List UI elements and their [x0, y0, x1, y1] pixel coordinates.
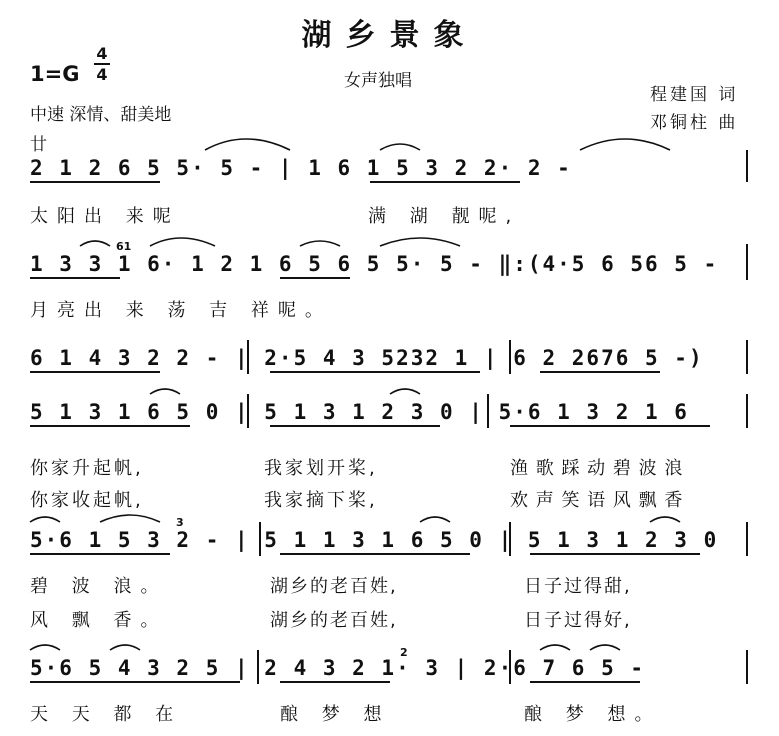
- slur: [300, 241, 340, 246]
- grace-note-2: 2: [400, 646, 408, 659]
- slur: [150, 238, 215, 246]
- slur: [380, 144, 420, 150]
- slur: [30, 517, 60, 522]
- lyric-row-8b: 酿 梦 想: [280, 704, 391, 725]
- slur: [30, 645, 60, 650]
- slur: [390, 389, 420, 394]
- lyricist-credit: 程建国 词: [650, 85, 739, 105]
- notation-row-6: 5·6 1 5 3 2 - | 5 1 1 3 1 6 5 0 | 5 1 3 1 2 3 0: [30, 528, 719, 552]
- lyric-row-1b: 满 湖 靓呢,: [368, 206, 521, 227]
- voice-label: 女声独唱: [344, 71, 412, 91]
- key-label: 1=G: [30, 62, 80, 86]
- lyric-row-8a: 天 天 都 在: [30, 704, 183, 725]
- notation-row-4: 5 1 3 1 6 5 0 | 5 1 3 1 2 3 0 | 5·6 1 3 2 1 6: [30, 400, 689, 424]
- slur: [150, 389, 180, 394]
- grace-note-61: 61: [116, 240, 132, 253]
- lyric-row-5b: 我家摘下桨,: [264, 490, 378, 511]
- slur: [205, 139, 290, 150]
- notation-row-2: 1 3 3 1 6· 1 2 1 6 5 6 5 5· 5 - ‖:(4·5 6 56 5 -: [30, 252, 719, 276]
- grace-note-3: 3: [176, 516, 184, 529]
- lyric-row-1a: 太阳出 来呢: [30, 206, 180, 227]
- lyric-row-7b: 湖乡的老百姓,: [270, 610, 398, 631]
- slur: [110, 645, 140, 650]
- lyric-row-7a: 风 飘 香。: [30, 610, 168, 631]
- time-denominator: 4: [96, 65, 108, 84]
- slur: [580, 139, 670, 150]
- time-signature: [94, 46, 110, 82]
- notation-row-1: 2 1 2 6 5 5· 5 - | 1 6 1 5 3 2 2· 2 -: [30, 156, 572, 180]
- slur: [80, 241, 110, 246]
- slur: [420, 517, 450, 522]
- lyric-row-4a: 你家升起帆,: [30, 458, 144, 479]
- lyric-row-5a: 你家收起帆,: [30, 490, 144, 511]
- slur: [380, 238, 460, 246]
- lyric-row-2: 月亮出 来 荡 吉 祥呢。: [30, 300, 332, 321]
- lyric-row-4c: 渔 歌 踩 动 碧 波 浪: [510, 458, 684, 479]
- notation-row-3: 6 1 4 3 2 2 - | 2·5 4 3 5232 1 | 6 2 2676 5 -): [30, 346, 704, 370]
- lyric-row-4b: 我家划开桨,: [264, 458, 378, 479]
- lyric-row-5c: 欢 声 笑 语 风 飘 香: [510, 490, 684, 511]
- lyric-row-6c: 日子过得甜,: [524, 576, 632, 597]
- lyric-row-8c: 酿 梦 想。: [524, 704, 662, 725]
- slur: [650, 517, 680, 522]
- notation-row-8: 5·6 5 4 3 2 5 | 2 4 3 2 1· 3 | 2·6 7 6 5 -: [30, 656, 646, 680]
- lyric-row-7c: 日子过得好,: [524, 610, 632, 631]
- tempo-marking: 中速 深情、甜美地: [30, 105, 172, 125]
- slur: [540, 645, 570, 650]
- key-signature: [30, 62, 79, 86]
- slur: [590, 645, 620, 650]
- composer-credit: 邓铜柱 曲: [650, 113, 739, 133]
- time-numerator: 4: [96, 44, 108, 63]
- song-title: 湖乡景象: [301, 18, 478, 53]
- lyric-row-6b: 湖乡的老百姓,: [270, 576, 398, 597]
- lyric-row-6a: 碧 波 浪。: [30, 576, 168, 597]
- pickup-mark: 廿: [30, 135, 47, 155]
- slur: [100, 515, 160, 522]
